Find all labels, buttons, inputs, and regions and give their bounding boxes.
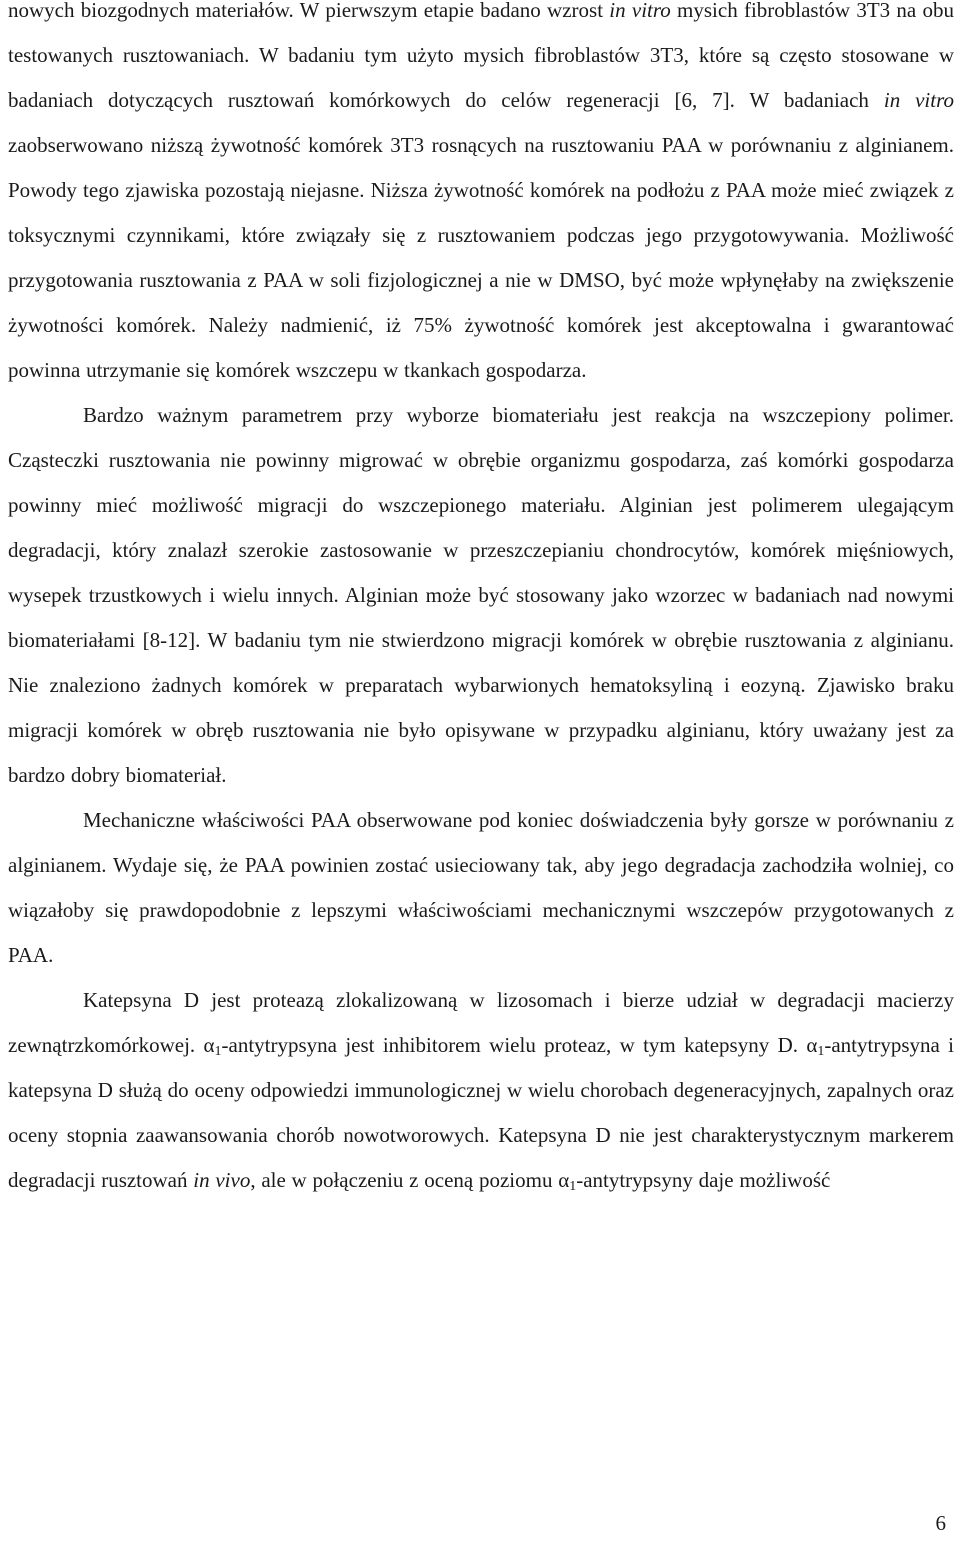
text-segment: mysich fibroblastów 3T3 na obu testowanych rusztowaniach. W badaniu tym użyto mysich fibroblastów 3T3, które są często stosowane w badaniach dotyczących rusztowań komórkowych do celów regeneracji [6, 7]. W badaniach <box>8 0 955 112</box>
italic-term: in vivo <box>193 1168 251 1192</box>
text-segment: Bardzo ważnym parametrem przy wyborze biomateriału jest reakcja na wszczepiony polimer. Cząsteczki rusztowania nie powinny migrować w obrębie organizmu gospodarza, zaś komórki gospodarza powinny mieć możliwość migracji do wszczepionego materiału. Alginian jest polimerem ulegającym degradacji, który znalazł szerokie zastosowanie w przeszczepianiu chondrocytów, komórek mięśniowych, wysepek trzustkowych i wielu innych. Alginian może być stosowany jako wzorzec w badaniach nad nowymi biomateriałami [8-12]. W badaniu tym nie stwierdzono migracji komórek w obrębie rusztowania z alginianu. Nie znaleziono żadnych komórek w preparatach wybarwionych hematoksyliną i eozyną. Zjawisko braku migracji komórek w obręb rusztowania nie było opisywane w przypadku alginianu, który uważany jest za bardzo dobry biomateriał. <box>8 403 954 787</box>
subscript: 1 <box>214 1044 222 1059</box>
text-segment: -antytrypsyny daje możliwość <box>576 1168 831 1192</box>
text-segment: nowych biozgodnych materiałów. W pierwszym etapie badano wzrost <box>8 0 610 22</box>
text-segment: , ale w połączeniu z oceną poziomu α <box>250 1168 570 1192</box>
text-segment: zaobserwowano niższą żywotność komórek 3T3 rosnących na rusztowaniu PAA w porównaniu z alginianem. Powody tego zjawiska pozostają niejasne. Niższa żywotność komórek na podłożu z PAA może mieć związek z toksycznymi czynnikami, które związały się z rusztowaniem podczas jego przygotowywania. Możliwość przygotowania rusztowania z PAA w soli fizjologicznej a nie w DMSO, być może wpłynęłaby na zwiększenie żywotności komórek. Należy nadmienić, iż 75% żywotność komórek jest akceptowalna i gwarantować powinna utrzymanie się komórek wszczepu w tkankach gospodarza. <box>8 133 954 382</box>
italic-term: in vitro <box>883 88 954 112</box>
document-page <box>8 0 954 1203</box>
paragraph-1 <box>8 0 954 393</box>
text-segment: Katepsyna D jest proteazą zlokalizowaną w lizosomach i bierze udział w degradacji macierzy zewnątrzkomórkowej. α <box>8 988 954 1057</box>
paragraph-4 <box>8 978 954 1203</box>
text-segment: -antytrypsyna jest inhibitorem wielu proteaz, w tym katepsyny D. α <box>221 1033 818 1057</box>
italic-term: in vitro <box>609 0 671 22</box>
paragraph-3 <box>8 798 954 978</box>
paragraph-2 <box>8 393 954 798</box>
text-segment: -antytrypsyna i katepsyna D służą do oceny odpowiedzi immunologicznej w wielu chorobach degeneracyjnych, zapalnych oraz oceny stopnia zaawansowania chorób nowotworowych. Katepsyna D nie jest charakterystycznym markerem degradacji rusztowań <box>8 1033 954 1192</box>
subscript: 1 <box>817 1044 825 1059</box>
subscript: 1 <box>569 1179 577 1194</box>
text-segment: Mechaniczne właściwości PAA obserwowane pod koniec doświadczenia były gorsze w porównaniu z alginianem. Wydaje się, że PAA powinien zostać usieciowany tak, aby jego degradacja zachodziła wolniej, co wiązałoby się prawdopodobnie z lepszymi właściwościami mechanicznymi wszczepów przygotowanych z PAA. <box>8 808 954 967</box>
page-number: 6 <box>935 1511 946 1535</box>
